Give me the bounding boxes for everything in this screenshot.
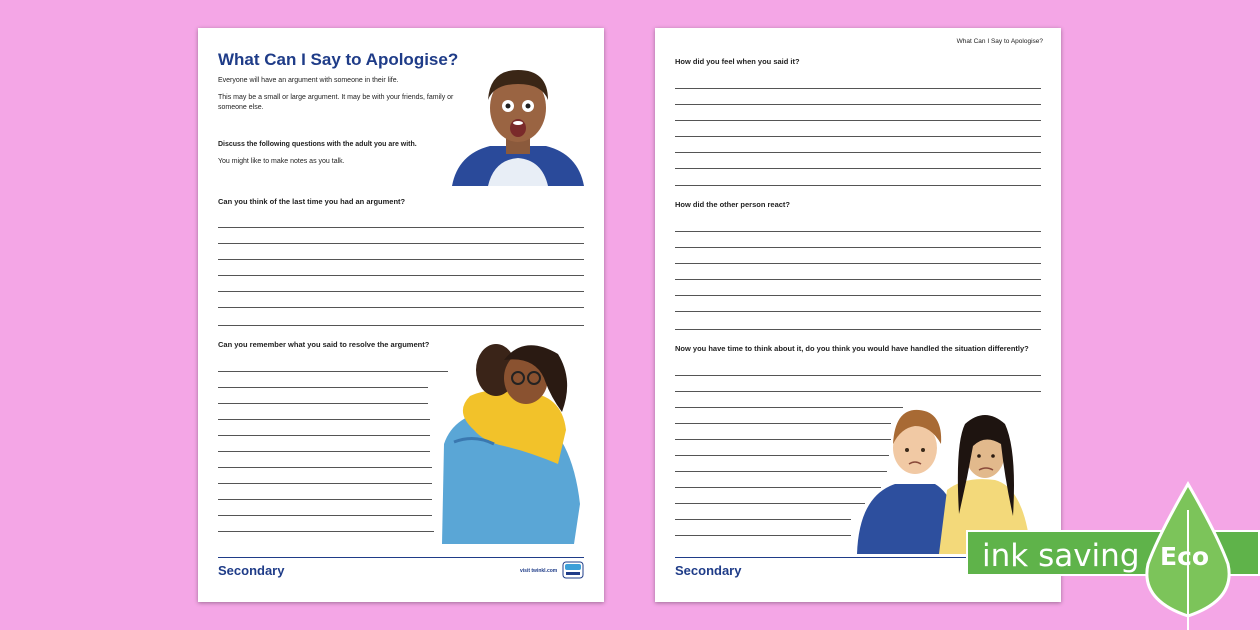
answer-line bbox=[675, 152, 1041, 153]
instruction-text: Discuss the following questions with the adult you are with. bbox=[218, 141, 417, 148]
answer-line bbox=[218, 387, 428, 388]
answer-line bbox=[675, 391, 1041, 392]
answer-line bbox=[675, 487, 881, 488]
answer-line bbox=[675, 185, 1041, 186]
answer-line bbox=[218, 467, 432, 468]
answer-line bbox=[675, 136, 1041, 137]
ink-saving-text: ink saving bbox=[982, 538, 1140, 574]
ink-saving-eco-badge bbox=[966, 480, 1260, 630]
answer-line bbox=[218, 227, 584, 228]
answer-line bbox=[675, 535, 851, 536]
answer-line bbox=[218, 325, 584, 326]
answer-line bbox=[218, 419, 430, 420]
hugging-people-illustration bbox=[434, 334, 584, 544]
question-2: Can you remember what you said to resolve the argument? bbox=[218, 340, 430, 349]
question-1: Can you think of the last time you had an argument? bbox=[218, 197, 406, 206]
answer-line bbox=[218, 307, 584, 308]
answer-line bbox=[675, 168, 1041, 169]
twinkl-logo-icon bbox=[562, 560, 584, 580]
answer-line bbox=[218, 451, 430, 452]
page-title: What Can I Say to Apologise? bbox=[218, 50, 459, 69]
question-5: Now you have time to think about it, do you think you would have handled the situation differently? bbox=[675, 344, 1029, 353]
instruction-text-2: You might like to make notes as you talk. bbox=[218, 158, 345, 165]
page-header: What Can I Say to Apologise? bbox=[956, 38, 1043, 45]
answer-line bbox=[218, 531, 434, 532]
footer-level-label: Secondary bbox=[218, 563, 285, 578]
answer-line bbox=[675, 88, 1041, 89]
answer-line bbox=[218, 483, 432, 484]
intro-text-2: This may be a small or large argument. It may be with your friends, family or someone else. bbox=[218, 94, 454, 111]
shocked-boy-illustration bbox=[450, 68, 586, 188]
answer-line bbox=[218, 499, 432, 500]
answer-line bbox=[218, 275, 584, 276]
answer-line bbox=[675, 104, 1041, 105]
answer-line bbox=[675, 247, 1041, 248]
answer-line bbox=[675, 503, 865, 504]
answer-line bbox=[675, 295, 1041, 296]
question-4: How did the other person react? bbox=[675, 200, 791, 209]
answer-line bbox=[218, 259, 584, 260]
intro-text-1: Everyone will have an argument with someone in their life. bbox=[218, 77, 399, 84]
answer-line bbox=[675, 329, 1041, 330]
question-3: How did you feel when you said it? bbox=[675, 57, 800, 66]
answer-line bbox=[675, 263, 1041, 264]
answer-line bbox=[675, 311, 1041, 312]
answer-line bbox=[675, 519, 851, 520]
answer-line bbox=[218, 435, 430, 436]
answer-line bbox=[218, 515, 432, 516]
answer-line bbox=[218, 403, 428, 404]
answer-line bbox=[675, 375, 1041, 376]
eco-text: Eco bbox=[1160, 542, 1210, 571]
answer-line bbox=[218, 243, 584, 244]
answer-line bbox=[675, 279, 1041, 280]
answer-line bbox=[218, 371, 448, 372]
answer-line bbox=[675, 231, 1041, 232]
footer-level-label: Secondary bbox=[675, 563, 742, 578]
footer-divider bbox=[218, 557, 584, 558]
worksheet-page-1 bbox=[198, 28, 604, 602]
answer-line bbox=[218, 291, 584, 292]
footer-url: visit twinkl.com bbox=[520, 568, 558, 574]
answer-line bbox=[675, 120, 1041, 121]
